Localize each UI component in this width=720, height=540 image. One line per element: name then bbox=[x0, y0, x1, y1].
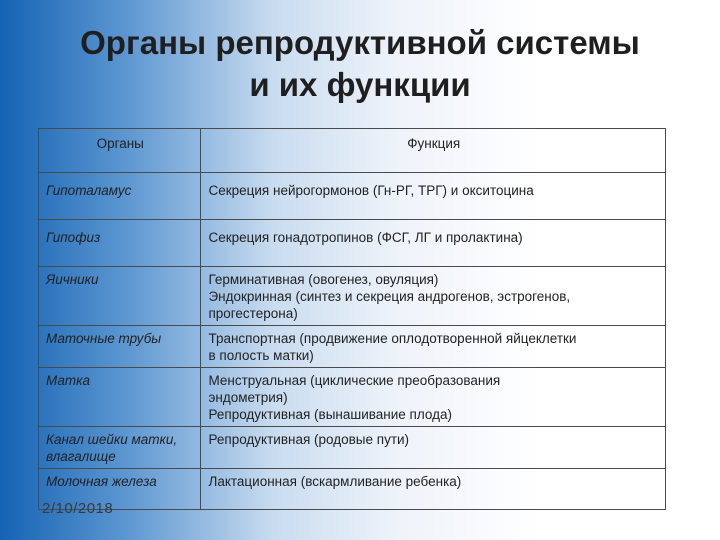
function-line: Лактационная (вскармливание ребенка) bbox=[208, 474, 462, 489]
table-row bbox=[39, 469, 666, 510]
slide-title bbox=[0, 22, 720, 106]
table-row bbox=[39, 427, 666, 469]
function-cell bbox=[201, 368, 666, 427]
function-cell bbox=[201, 267, 666, 326]
slide-title-line-1: Органы репродуктивной системы bbox=[80, 24, 640, 61]
function-line: Секреция гонадотропинов (ФСГ, ЛГ и пролактина) bbox=[208, 230, 523, 245]
function-cell bbox=[201, 220, 666, 267]
function-line: Менструальная (циклические преобразования bbox=[208, 373, 501, 388]
organ-cell: Канал шейки матки, влагалище bbox=[39, 427, 201, 469]
organ-cell: Матка bbox=[39, 368, 201, 427]
organ-cell: Гипофиз bbox=[39, 220, 201, 267]
function-cell bbox=[201, 469, 666, 510]
slide-title-line-2: и их функции bbox=[249, 66, 471, 103]
function-line: Секреция нейрогормонов (Гн-РГ, ТРГ) и окситоцина bbox=[208, 183, 534, 198]
function-cell bbox=[201, 326, 666, 368]
column-header-function: Функция bbox=[201, 129, 666, 173]
function-cell bbox=[201, 427, 666, 469]
function-line: Герминативная (овогенез, овуляция) bbox=[208, 272, 439, 287]
function-line: Репродуктивная (родовые пути) bbox=[208, 432, 410, 447]
function-line: Репродуктивная (вынашивание плода) bbox=[208, 407, 452, 422]
slide-date: 2/10/2018 bbox=[42, 500, 114, 517]
function-line: прогестерона) bbox=[208, 306, 298, 321]
organ-cell: Молочная железа bbox=[39, 469, 201, 510]
table-row bbox=[39, 173, 666, 220]
function-line: эндометрия) bbox=[208, 390, 288, 405]
function-line: Транспортная (продвижение оплодотворенной яйцеклетки bbox=[208, 331, 577, 346]
table-row bbox=[39, 326, 666, 368]
table-header-row bbox=[39, 129, 666, 173]
table-row bbox=[39, 368, 666, 427]
column-header-organs: Органы bbox=[39, 129, 201, 173]
organ-cell: Маточные трубы bbox=[39, 326, 201, 368]
function-cell bbox=[201, 173, 666, 220]
organ-cell: Гипоталамус bbox=[39, 173, 201, 220]
table-row bbox=[39, 220, 666, 267]
function-line: в полость матки) bbox=[208, 348, 314, 363]
organs-functions-table bbox=[38, 128, 666, 510]
table-row bbox=[39, 267, 666, 326]
function-line: Эндокринная (синтез и секреция андрогенов, эстрогенов, bbox=[208, 289, 571, 304]
organ-cell: Яичники bbox=[39, 267, 201, 326]
